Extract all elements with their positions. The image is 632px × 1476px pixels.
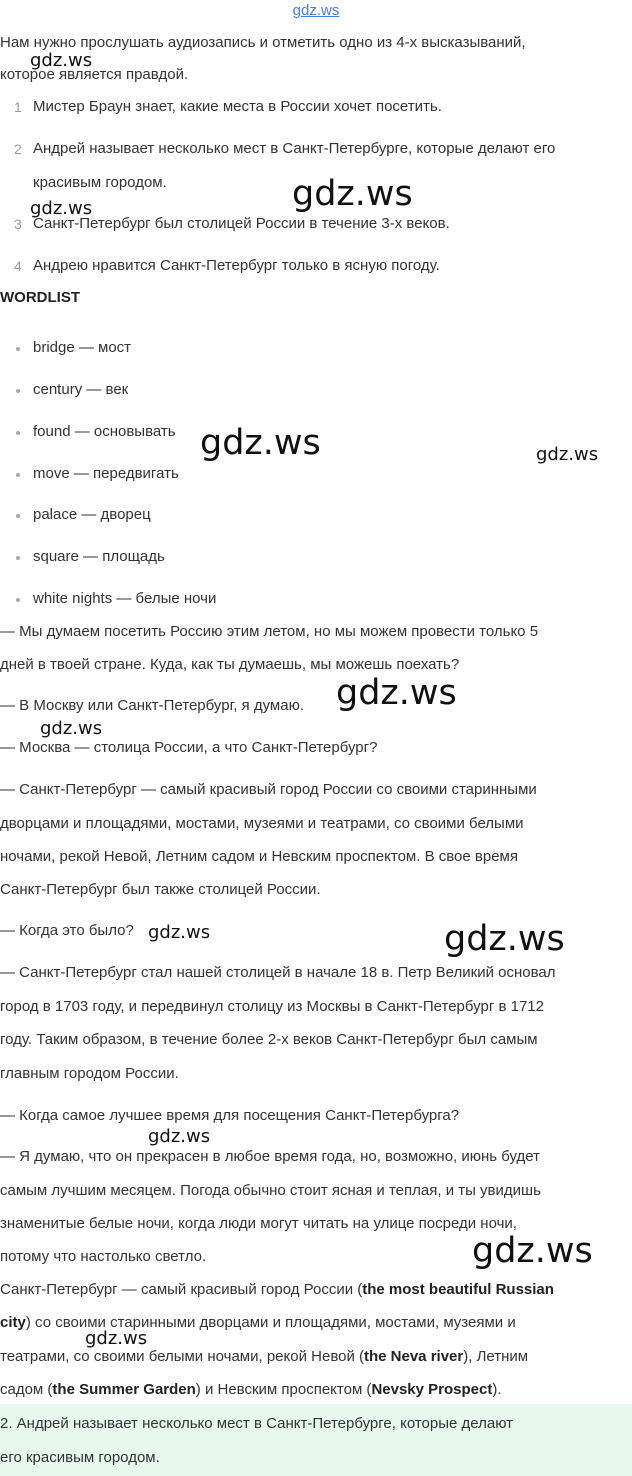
bullet-icon [16, 389, 20, 393]
watermark: gdz.ws [30, 50, 93, 71]
dialogue-line: — Санкт-Петербург стал нашей столицей в начале 18 в. Петр Великий основал [0, 964, 556, 981]
bullet-icon [16, 598, 20, 602]
explanation-fragment: ). [492, 1381, 502, 1398]
dialogue-line: дней в твоей стране. Куда, как ты думаешь, мы можешь поехать? [0, 656, 460, 673]
explanation-line [0, 1280, 554, 1300]
bold-term: the most beautiful Russian [362, 1281, 554, 1298]
bullet-icon [16, 431, 20, 435]
answer-line-2: его красивым городом. [0, 1449, 160, 1466]
watermark: gdz.ws [292, 174, 413, 214]
explanation-fragment: ) и Невским проспектом ( [195, 1381, 372, 1398]
intro-text-line-1: Нам нужно прослушать аудиозапись и отметить одно из 4-х высказываний, [0, 34, 526, 51]
wordlist-item: white nights — белые ночи [33, 590, 217, 607]
watermark: gdz.ws [148, 1126, 211, 1147]
watermark: gdz.ws [148, 922, 211, 943]
explanation-fragment: Санкт-Петербург — самый красивый город России ( [0, 1281, 363, 1298]
wordlist-item: bridge — мост [33, 339, 132, 356]
bold-term: the Neva river [364, 1348, 464, 1365]
bullet-icon [16, 556, 20, 560]
answer-line-1: 2. Андрей называет несколько мест в Санкт-Петербурге, которые делают [0, 1415, 513, 1432]
dialogue-line: ночами, рекой Невой, Летним садом и Невским проспектом. В свое время [0, 848, 518, 865]
wordlist-item: century — век [33, 381, 129, 398]
wordlist-item: move — передвигать [33, 465, 179, 482]
explanation-fragment: ), Летним [463, 1348, 529, 1365]
dialogue-line: знаменитые белые ночи, когда люди могут читать на улице посреди ночи, [0, 1215, 517, 1232]
explanation-line [0, 1313, 516, 1333]
bold-term: Nevsky Prospect [371, 1381, 493, 1398]
bullet-icon [16, 347, 20, 351]
dialogue-line: — Мы думаем посетить Россию этим летом, но мы можем провести только 5 [0, 623, 539, 640]
site-link[interactable]: gdz.ws [292, 2, 340, 19]
watermark: gdz.ws [472, 1231, 593, 1271]
dialogue-line: — Я думаю, что он прекрасен в любое время года, но, возможно, июнь будет [0, 1148, 540, 1165]
wordlist-heading: WORDLIST [0, 289, 80, 306]
watermark: gdz.ws [536, 444, 599, 465]
dialogue-line: — В Москву или Санкт-Петербург, я думаю. [0, 697, 304, 714]
bullet-icon [16, 514, 20, 518]
dialogue-line: году. Таким образом, в течение более 2-х веков Санкт-Петербург был самым [0, 1031, 538, 1048]
dialogue-line: Санкт-Петербург был также столицей России. [0, 881, 321, 898]
dialogue-line: — Москва — столица России, а что Санкт-Петербург? [0, 739, 378, 756]
dialogue-line: город в 1703 году, и передвинул столицу из Москвы в Санкт-Петербург в 1712 [0, 998, 544, 1015]
dialogue-line: — Санкт-Петербург — самый красивый город России со своими старинными [0, 781, 537, 798]
watermark: gdz.ws [200, 423, 321, 463]
statement-text: Андрею нравится Санкт-Петербург только в ясную погоду. [33, 257, 440, 274]
explanation-fragment: садом ( [0, 1381, 53, 1398]
statement-text: Мистер Браун знает, какие места в России хочет посетить. [33, 98, 442, 115]
statement-text-continued: красивым городом. [33, 174, 167, 191]
watermark: gdz.ws [336, 673, 457, 713]
explanation-fragment: театрами, со своими белыми ночами, рекой Невой ( [0, 1348, 364, 1365]
dialogue-line: — Когда это было? [0, 922, 134, 939]
statement-number: 3 [14, 216, 22, 232]
dialogue-line: — Когда самое лучшее время для посещения Санкт-Петербурга? [0, 1107, 460, 1124]
watermark: gdz.ws [40, 718, 103, 739]
statement-number: 1 [14, 99, 22, 115]
explanation-line [0, 1347, 528, 1367]
dialogue-line: главным городом России. [0, 1065, 179, 1082]
explanation-fragment: ) со своими старинными дворцами и площадями, мостами, музеями и [25, 1314, 516, 1331]
watermark: gdz.ws [444, 919, 565, 959]
statement-number: 2 [14, 141, 22, 157]
dialogue-line: самым лучшим месяцем. Погода обычно стоит ясная и теплая, и ты увидишь [0, 1182, 541, 1199]
statement-text: Санкт-Петербург был столицей России в течение 3-х веков. [33, 215, 450, 232]
statement-text: Андрей называет несколько мест в Санкт-Петербурге, которые делают его [33, 140, 556, 157]
watermark: gdz.ws [85, 1328, 148, 1349]
wordlist-item: palace — дворец [33, 506, 151, 523]
watermark: gdz.ws [30, 198, 93, 219]
bold-term: city [0, 1314, 26, 1331]
explanation-line [0, 1380, 502, 1400]
dialogue-line: потому что настолько светло. [0, 1248, 207, 1265]
wordlist-item: found — основывать [33, 423, 176, 440]
statement-number: 4 [14, 258, 22, 274]
bold-term: the Summer Garden [52, 1381, 196, 1398]
bullet-icon [16, 473, 20, 477]
intro-text-line-2: которое является правдой. [0, 66, 189, 83]
wordlist-item: square — площадь [33, 548, 165, 565]
dialogue-line: дворцами и площадями, мостами, музеями и театрами, со своими белыми [0, 815, 524, 832]
